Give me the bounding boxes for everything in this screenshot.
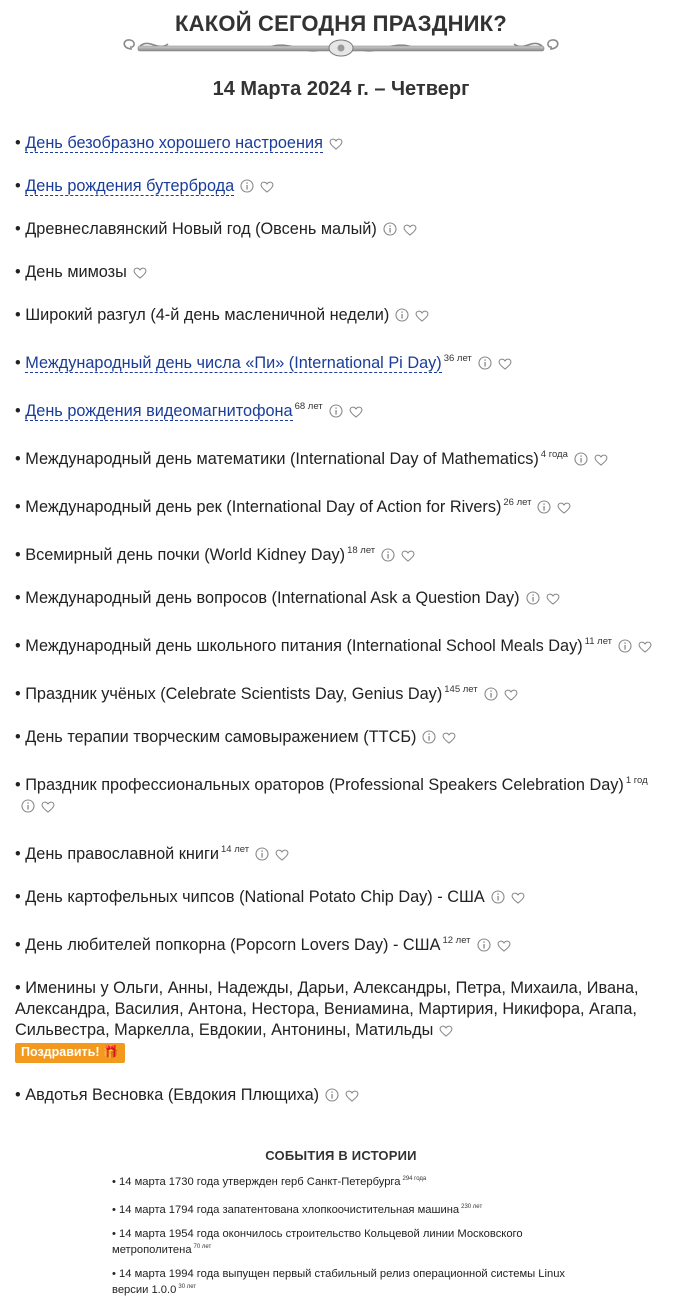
history-event-age: 70 лет (193, 1243, 212, 1250)
holiday-item: • День любителей попкорна (Popcorn Lovers Day) - США $^{12 лет}$ (15, 930, 665, 956)
info-circle-icon[interactable] (395, 307, 409, 321)
holiday-age: 18 лет (347, 545, 376, 556)
heart-outline-icon[interactable] (403, 221, 417, 235)
heart-outline-icon[interactable] (546, 590, 560, 604)
holiday-name: Авдотья Весновка (Евдокия Плющиха) (25, 1086, 320, 1104)
holiday-item: • Праздник профессиональных ораторов (Professional Speakers Celebration Day) $^{1 год}$ (15, 770, 665, 817)
history-event-age: 294 года (402, 1176, 427, 1182)
history-event: • 14 марта 1730 года утвержден герб Санкт-Петербурга $^{294 года}$ (112, 1176, 427, 1188)
holiday-age: 11 лет (584, 636, 613, 647)
holiday-age: 1 год (625, 775, 648, 786)
info-circle-icon[interactable] (618, 638, 632, 652)
heart-outline-icon[interactable] (638, 638, 652, 652)
holiday-item: • Авдотья Весновка (Евдокия Плющиха) (15, 1085, 665, 1106)
holiday-item: • Международный день рек (International Day of Action for Rivers) $^{26 лет}$ (15, 492, 665, 518)
holiday-item: • Всемирный день почки (World Kidney Day) $^{18 лет}$ (15, 540, 665, 566)
holiday-age: 4 года (540, 449, 568, 460)
info-circle-icon[interactable] (383, 221, 397, 235)
holiday-name: Международный день школьного питания (International School Meals Day) (25, 637, 583, 655)
info-circle-icon[interactable] (381, 547, 395, 561)
congratulate-button[interactable]: Поздравить! 🎁 (15, 1043, 125, 1063)
history-event: • 14 марта 1994 года выпущен первый стабильный релиз операционной системы Linux версии 1.0.0 $^{30 лет}$ (112, 1268, 566, 1296)
holiday-item: • Широкий разгул (4-й день масленичной недели) (15, 305, 665, 326)
heart-outline-icon[interactable] (401, 547, 415, 561)
holiday-link[interactable]: День безобразно хорошего настроения (25, 134, 323, 152)
heart-outline-icon[interactable] (41, 798, 55, 812)
heart-outline-icon[interactable] (557, 499, 571, 513)
holiday-name: День мимозы (25, 263, 127, 281)
holiday-name: День православной книги (25, 845, 220, 863)
history-list (112, 1173, 572, 1308)
holiday-name: Именины у Ольги, Анны, Надежды, Дарьи, Александры, Петра, Михаила, Ивана, Александра, Василия, Антона, Нестора, Вениамина, Мартирия, Никифора, Агапа, Сильвестра, Маркелла, Евдокии, Антонины, Матильды (15, 979, 639, 1039)
holiday-name: Праздник профессиональных ораторов (Professional Speakers Celebration Day) (25, 776, 624, 794)
info-circle-icon[interactable] (477, 937, 491, 951)
history-title: СОБЫТИЯ В ИСТОРИИ (265, 1148, 417, 1163)
holiday-link[interactable]: Международный день числа «Пи» (International Pi Day) (25, 354, 442, 372)
info-circle-icon[interactable] (255, 846, 269, 860)
page-title: КАКОЙ СЕГОДНЯ ПРАЗДНИК? (175, 11, 507, 36)
history-event: • 14 марта 1794 года запатентована хлопкоочистительная машина $^{230 лет}$ (112, 1203, 483, 1216)
history-event-age: 30 лет (178, 1283, 197, 1290)
info-circle-icon[interactable] (21, 798, 35, 812)
holiday-link[interactable]: День рождения видеомагнитофона (25, 402, 293, 420)
info-circle-icon[interactable] (478, 355, 492, 369)
info-circle-icon[interactable] (422, 729, 436, 743)
holiday-age: 12 лет (442, 935, 471, 946)
info-circle-icon[interactable] (240, 178, 254, 192)
holiday-item: • Международный день числа «Пи» (International Pi Day) $^{36 лет}$ (15, 348, 665, 374)
heart-outline-icon[interactable] (260, 178, 274, 192)
holiday-link[interactable]: День рождения бутерброда (25, 177, 235, 195)
info-circle-icon[interactable] (329, 403, 343, 417)
holiday-name: День картофельных чипсов (National Potato Chip Day) - США (25, 888, 485, 906)
info-circle-icon[interactable] (526, 590, 540, 604)
holiday-item: • Праздник учёных (Celebrate Scientists Day, Genius Day) $^{145 лет}$ (15, 679, 665, 705)
holiday-item: • День мимозы (15, 262, 665, 283)
ornament-divider-icon (118, 34, 564, 62)
holiday-age: 36 лет (443, 353, 472, 364)
holiday-item: • Международный день школьного питания (International School Meals Day) $^{11 лет}$ (15, 631, 665, 657)
history-event-text: 14 марта 1730 года утвержден герб Санкт-Петербурга (119, 1176, 401, 1188)
heart-outline-icon[interactable] (497, 937, 511, 951)
holiday-item: • Именины у Ольги, Анны, Надежды, Дарьи, Александры, Петра, Михаила, Ивана, Александра, Василия, Антона, Нестора, Вениамина, Мартирия, Никифора, Агапа, Сильвестра, Маркелла, Евдокии, Антонины, Матильды Поздравить! 🎁 (15, 978, 665, 1063)
heart-outline-icon[interactable] (511, 889, 525, 903)
holiday-age: 14 лет (221, 844, 250, 855)
holiday-item: • Международный день математики (International Day of Mathematics) $^{4 года}$ (15, 444, 665, 470)
holiday-item: • День православной книги $^{14 лет}$ (15, 839, 665, 865)
heart-outline-icon[interactable] (133, 264, 147, 278)
holiday-list (15, 133, 665, 1128)
info-circle-icon[interactable] (484, 686, 498, 700)
holiday-item: • День картофельных чипсов (National Potato Chip Day) - США (15, 887, 665, 908)
history-event-text: 14 марта 1954 года окончилось строительство Кольцевой линии Московского метрополитена (112, 1228, 523, 1256)
holiday-name: День любителей попкорна (Popcorn Lovers Day) - США (25, 936, 441, 954)
holiday-item: • День рождения видеомагнитофона $^{68 лет}$ (15, 396, 665, 422)
holiday-item: • Международный день вопросов (International Ask a Question Day) (15, 588, 665, 609)
heart-outline-icon[interactable] (498, 355, 512, 369)
history-event-text: 14 марта 1794 года запатентована хлопкоочистительная машина (119, 1203, 460, 1216)
heart-outline-icon[interactable] (345, 1087, 359, 1101)
heart-outline-icon[interactable] (349, 403, 363, 417)
holiday-item: • День терапии творческим самовыражением (ТТСБ) (15, 727, 665, 748)
holiday-name: Международный день вопросов (International Ask a Question Day) (25, 589, 520, 607)
info-circle-icon[interactable] (325, 1087, 339, 1101)
holiday-name: Широкий разгул (4-й день масленичной недели) (25, 306, 390, 324)
heart-outline-icon[interactable] (439, 1022, 453, 1036)
info-circle-icon[interactable] (574, 451, 588, 465)
info-circle-icon[interactable] (491, 889, 505, 903)
holiday-age: 26 лет (503, 497, 532, 508)
heart-outline-icon[interactable] (275, 846, 289, 860)
holiday-name: Древнеславянский Новый год (Овсень малый) (25, 220, 377, 238)
holiday-name: Международный день математики (International Day of Mathematics) (25, 450, 539, 468)
holiday-name: Всемирный день почки (World Kidney Day) (25, 546, 346, 564)
holiday-item: • Древнеславянский Новый год (Овсень малый) (15, 219, 665, 240)
current-date: 14 Марта 2024 г. – Четверг (212, 78, 470, 100)
holiday-item: • День безобразно хорошего настроения (15, 133, 665, 154)
heart-outline-icon[interactable] (415, 307, 429, 321)
info-circle-icon[interactable] (537, 499, 551, 513)
holiday-age: 68 лет (294, 401, 323, 412)
heart-outline-icon[interactable] (594, 451, 608, 465)
heart-outline-icon[interactable] (329, 135, 343, 149)
history-event-text: 14 марта 1994 года выпущен первый стабильный релиз операционной системы Linux версии 1.0.0 (112, 1268, 566, 1296)
history-event-age: 230 лет (461, 1203, 483, 1210)
holiday-age: 145 лет (444, 684, 478, 695)
holiday-name: Международный день рек (International Day of Action for Rivers) (25, 498, 502, 516)
holiday-name: День терапии творческим самовыражением (ТТСБ) (25, 728, 417, 746)
holiday-name: Праздник учёных (Celebrate Scientists Day, Genius Day) (25, 685, 443, 703)
heart-outline-icon[interactable] (504, 686, 518, 700)
history-event: • 14 марта 1954 года окончилось строительство Кольцевой линии Московского метрополитена $^{70 лет}$ (112, 1228, 523, 1256)
heart-outline-icon[interactable] (442, 729, 456, 743)
holiday-item: • День рождения бутерброда (15, 176, 665, 197)
